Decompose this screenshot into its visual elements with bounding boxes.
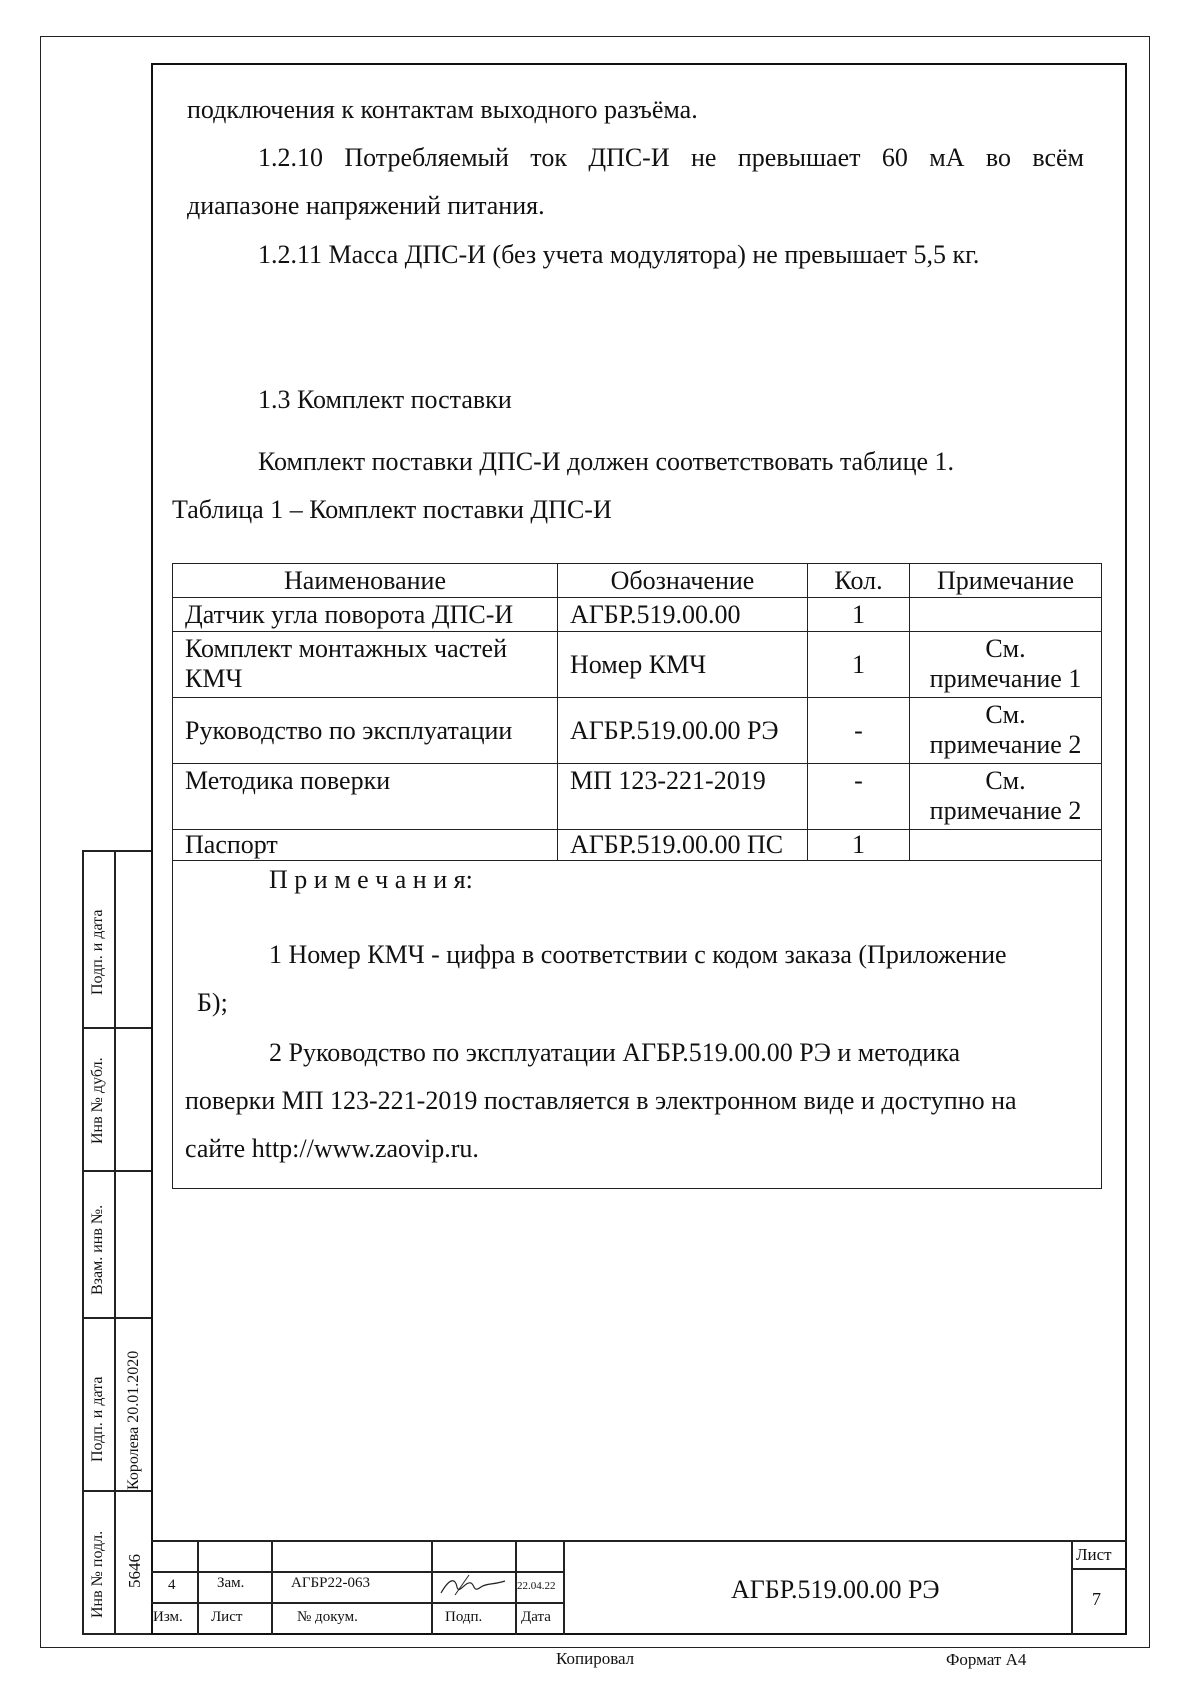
side-label-replacement-inv: Взам. инв №. (89, 1204, 106, 1295)
cell-name-text: Датчик угла поворота ДПС-И (185, 600, 514, 629)
notes-title: П р и м е ч а н и я: (269, 865, 473, 894)
side-stamp (82, 850, 151, 1635)
para-1-2-11: 1.2.11 Масса ДПС-И (без учета модулятора) не превышает 5,5 кг. (258, 240, 980, 269)
side-label-signature-date-1: Подп. и дата (89, 909, 106, 995)
cell-name (173, 632, 558, 697)
cell-note-line2: примечание 1 (929, 664, 1082, 693)
rev-date: 22.04.22 (517, 1580, 556, 1592)
side-label-inv-dup: Инв № дубл. (89, 1057, 106, 1144)
delivery-set-table (172, 563, 1102, 1189)
text-line-continuation: подключения к контактам выходного разъёма. (187, 95, 698, 124)
section-intro: Комплект поставки ДПС-И должен соответствовать таблице 1. (258, 447, 955, 476)
rev-doc-number: АГБР22-063 (291, 1575, 370, 1591)
cell-note-line2: примечание 2 (929, 796, 1082, 825)
cell-note (910, 764, 1101, 829)
footer-format: Формат А4 (946, 1650, 1027, 1669)
cell-designation: Номер КМЧ (558, 632, 808, 697)
cell-name-line1: Комплект монтажных частей (185, 634, 507, 663)
side-label-inv-original: Инв № подл. (89, 1530, 106, 1618)
table-row (173, 698, 1101, 764)
cell-note-line1: См. (985, 766, 1026, 795)
table-row (173, 598, 1101, 632)
header-designation: Обозначение (558, 564, 808, 597)
cell-qty: 1 (808, 598, 910, 631)
note-1-line2: Б); (197, 988, 228, 1017)
cell-note-line1: См. (985, 634, 1026, 663)
cell-name-line2: КМЧ (185, 664, 243, 693)
col-label-date: Дата (521, 1609, 551, 1625)
note-2-line2: поверки МП 123-221-2019 поставляется в электронном виде и доступно на (185, 1086, 1017, 1115)
cell-note (910, 830, 1101, 860)
cell-name (173, 598, 558, 631)
cell-qty: 1 (808, 830, 910, 860)
header-name: Наименование (173, 564, 558, 597)
col-label-change: Изм. (153, 1609, 183, 1625)
table-row (173, 632, 1101, 698)
footer-copied: Копировал (556, 1649, 635, 1668)
section-heading: 1.3 Комплект поставки (258, 385, 512, 414)
note-2-line3: сайте http://www.zaovip.ru. (185, 1134, 479, 1163)
document-code: АГБР.519.00.00 РЭ (731, 1575, 940, 1604)
cell-name: Паспорт (173, 830, 558, 860)
cell-note (910, 632, 1101, 697)
cell-designation: МП 123-221-2019 (558, 764, 808, 829)
cell-name: Методика поверки (173, 764, 558, 829)
note-1-line1: 1 Номер КМЧ - цифра в соответствии с кодом заказа (Приложение (269, 940, 1007, 969)
table-notes (173, 861, 1101, 1190)
side-inventory-value: 5646 (125, 1554, 144, 1588)
cell-qty: - (808, 764, 910, 829)
rev-index: 4 (168, 1577, 176, 1593)
rev-type: Зам. (217, 1575, 245, 1591)
col-label-signature: Подп. (445, 1609, 483, 1625)
table-row (173, 764, 1101, 830)
table-header-row (173, 564, 1101, 598)
side-label-signature-date-2: Подп. и дата (89, 1376, 106, 1462)
col-label-doc-number: № докум. (297, 1609, 358, 1625)
cell-qty: - (808, 698, 910, 763)
header-note: Примечание (936, 566, 1075, 595)
cell-note-line1: См. (985, 700, 1026, 729)
para-1-2-10-line1: 1.2.10 Потребляемый ток ДПС-И не превышает 60 мА во всём (258, 143, 1084, 172)
title-block (151, 1540, 1127, 1635)
table-caption: Таблица 1 – Комплект поставки ДПС-И (172, 495, 612, 524)
sheet-label: Лист (1076, 1545, 1112, 1564)
table-row (173, 830, 1101, 861)
cell-name: Руководство по эксплуатации (173, 698, 558, 763)
sheet-number: 7 (1092, 1589, 1101, 1609)
note-2-line1: 2 Руководство по эксплуатации АГБР.519.00.00 РЭ и методика (269, 1038, 960, 1067)
header-qty: Кол. (808, 564, 910, 597)
cell-designation: АГБР.519.00.00 ПС (558, 830, 808, 860)
para-1-2-10-line2: диапазоне напряжений питания. (187, 191, 545, 220)
cell-note (910, 698, 1101, 763)
col-label-sheet: Лист (211, 1609, 243, 1625)
side-signature-value: Королева 20.01.2020 (125, 1350, 142, 1490)
cell-designation: АГБР.519.00.00 (558, 598, 808, 631)
cell-note (910, 598, 1101, 631)
cell-designation: АГБР.519.00.00 РЭ (558, 698, 808, 763)
revision-signature (435, 1573, 511, 1599)
cell-note-line2: примечание 2 (929, 730, 1082, 759)
cell-qty: 1 (808, 632, 910, 697)
